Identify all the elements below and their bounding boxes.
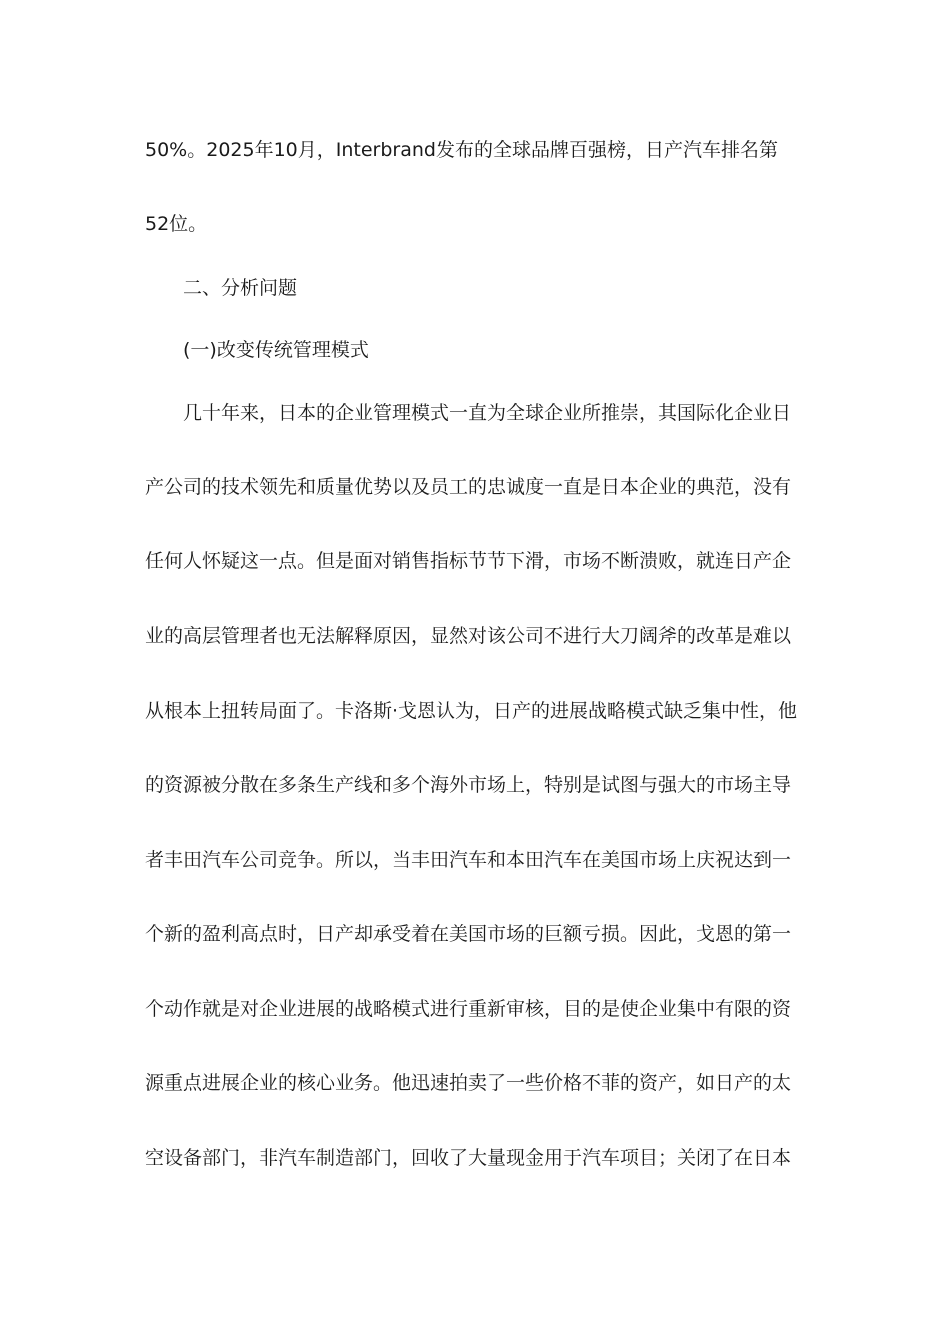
paragraph-line-3: 任何人怀疑这一点。但是面对销售指标节节下滑，市场不断溃败，就连日产企: [145, 550, 792, 572]
paragraph-line-4: 业的高层管理者也无法解释原因，显然对该公司不进行大刀阔斧的改革是难以: [145, 625, 792, 647]
subsection-heading: (一)改变传统管理模式: [183, 339, 369, 361]
paragraph-line-9: 个动作就是对企业进展的战略模式进行重新审核，目的是使企业集中有限的资: [145, 998, 792, 1020]
text-line-1: 50%。2025年10月，Interbrand发布的全球品牌百强榜，日产汽车排名第: [145, 139, 778, 161]
paragraph-line-6: 的资源被分散在多条生产线和多个海外市场上，特别是试图与强大的市场主导: [145, 774, 792, 796]
paragraph-line-5: 从根本上扭转局面了。卡洛斯·戈恩认为，日产的进展战略模式缺乏集中性，他: [145, 700, 798, 722]
paragraph-line-7: 者丰田汽车公司竞争。所以，当丰田汽车和本田汽车在美国市场上庆祝达到一: [145, 849, 792, 871]
text-line-2: 52位。: [145, 213, 208, 235]
paragraph-line-2: 产公司的技术领先和质量优势以及员工的忠诚度一直是日本企业的典范，没有: [145, 476, 792, 498]
section-heading: 二、分析问题: [183, 277, 298, 299]
paragraph-line-10: 源重点进展企业的核心业务。他迅速拍卖了一些价格不菲的资产，如日产的太: [145, 1072, 792, 1094]
paragraph-line-8: 个新的盈利高点时，日产却承受着在美国市场的巨额亏损。因此，戈恩的第一: [145, 923, 792, 945]
paragraph-line-11: 空设备部门，非汽车制造部门，回收了大量现金用于汽车项目；关闭了在日本: [145, 1147, 792, 1169]
paragraph-line-1: 几十年来，日本的企业管理模式一直为全球企业所推崇，其国际化企业日: [183, 402, 792, 424]
